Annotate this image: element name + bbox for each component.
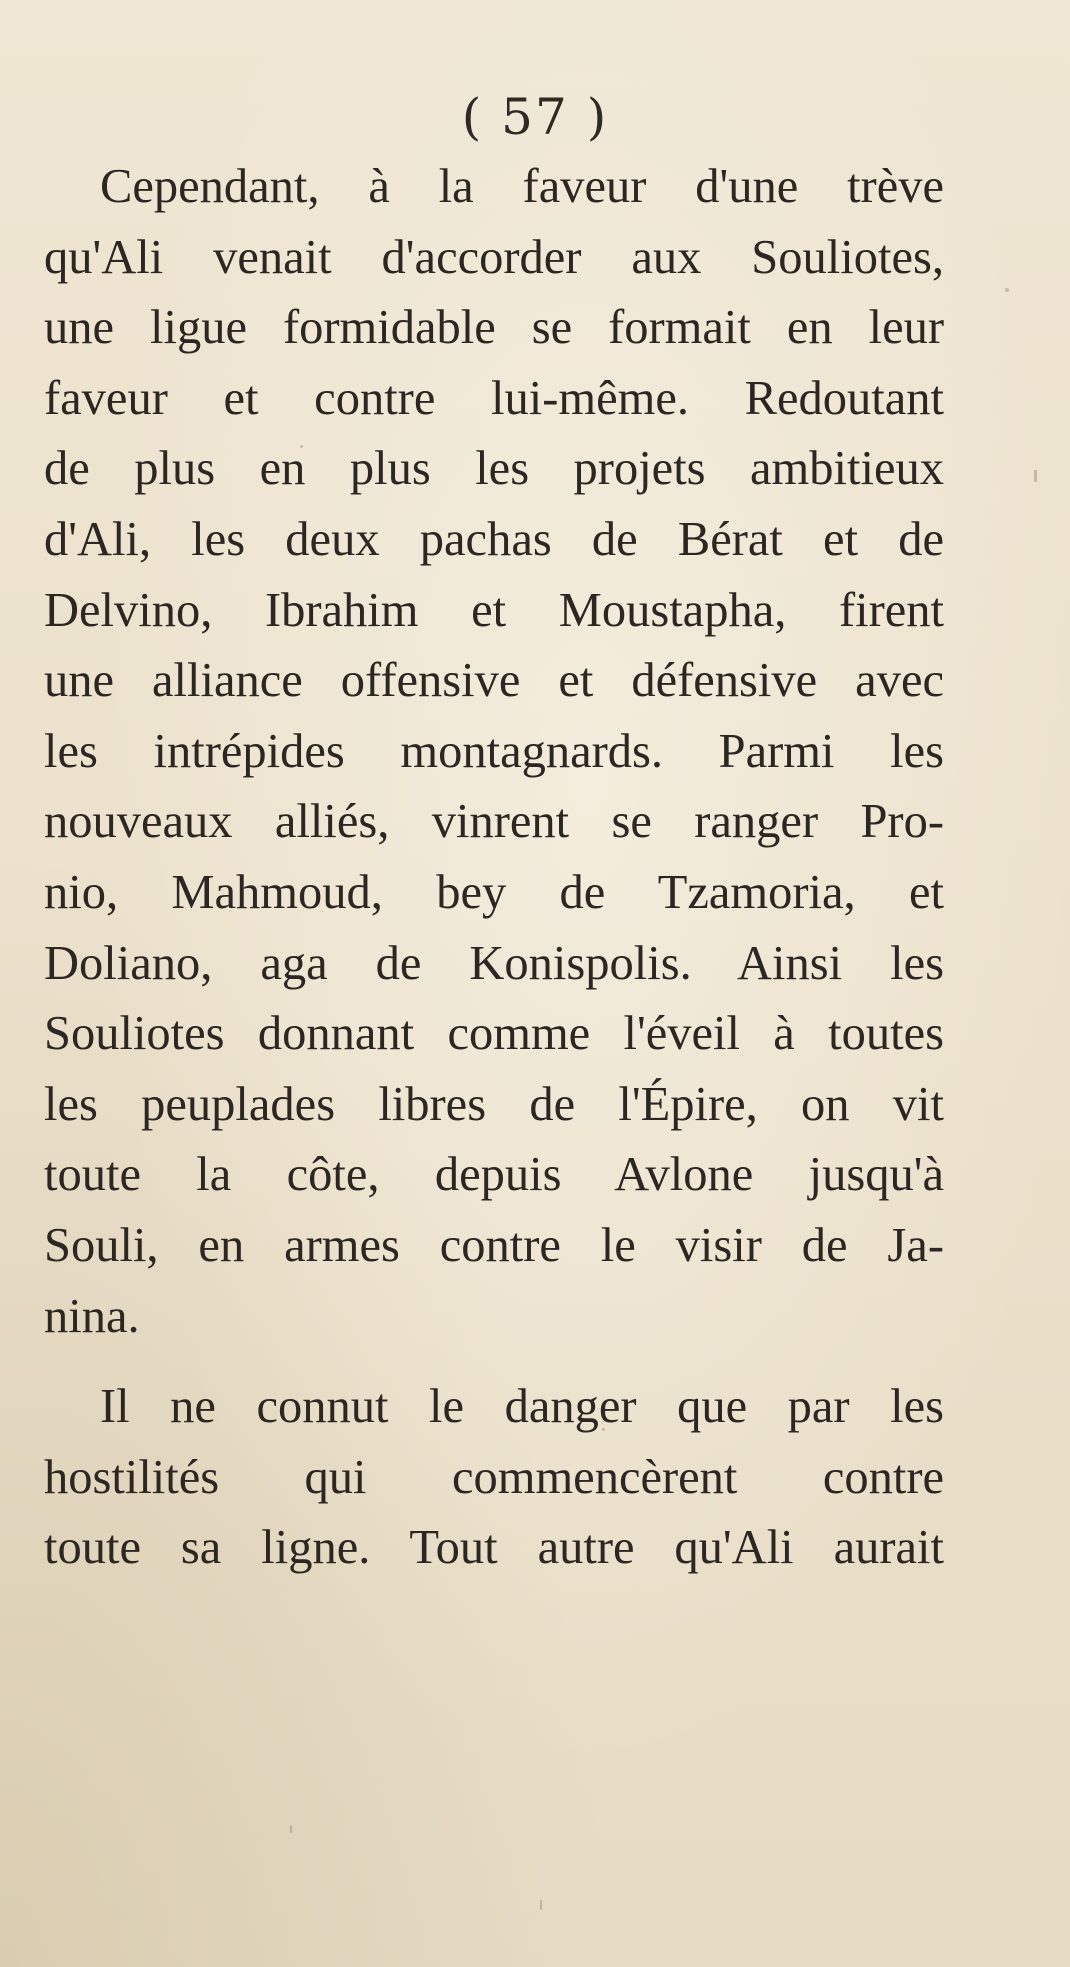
- paper-speck: [540, 1900, 542, 1910]
- text-line: nouveaux alliés, vinrent se ranger Pro-: [44, 795, 944, 849]
- text-line: Cependant, à la faveur d'une trève: [100, 160, 944, 213]
- text-line: hostilités qui commencèrent contre: [44, 1450, 944, 1504]
- text-line: Delvino, Ibrahim et Moustapha, firent: [44, 583, 944, 637]
- text-line: Souliotes donnant comme l'éveil à toutes: [44, 1007, 944, 1061]
- paragraph: [44, 1372, 944, 1584]
- text-line: d'Ali, les deux pachas de Bérat et de: [44, 512, 944, 566]
- paper-speck: [1034, 470, 1037, 482]
- text-line: une alliance offensive et défensive avec: [44, 654, 944, 708]
- text-line: nina.: [44, 1289, 140, 1343]
- page-number: ( 57 ): [461, 88, 609, 146]
- body-text: [44, 152, 944, 1584]
- text-line: toute sa ligne. Tout autre qu'Ali aurait: [44, 1521, 944, 1575]
- paragraph-gap: [44, 1352, 944, 1372]
- paper-speck: [1005, 288, 1009, 292]
- text-line: les peuplades libres de l'Épire, on vit: [44, 1077, 944, 1131]
- text-line: faveur et contre lui-même. Redoutant: [44, 371, 944, 425]
- paper-speck: [290, 1825, 292, 1833]
- text-line: Il ne connut le danger que par les: [100, 1380, 944, 1434]
- paragraph: [44, 152, 944, 1352]
- text-line: Souli, en armes contre le visir de Ja-: [44, 1218, 944, 1272]
- text-line: de plus en plus les projets ambitieux: [44, 442, 944, 496]
- text-line: nio, Mahmoud, bey de Tzamoria, et: [44, 865, 944, 919]
- text-line: Doliano, aga de Konispolis. Ainsi les: [44, 936, 944, 990]
- text-line: une ligue formidable se formait en leur: [44, 301, 944, 355]
- text-line: toute la côte, depuis Avlone jusqu'à: [44, 1148, 944, 1202]
- text-line: les intrépides montagnards. Parmi les: [44, 724, 944, 778]
- text-line: qu'Ali venait d'accorder aux Souliotes,: [44, 230, 944, 284]
